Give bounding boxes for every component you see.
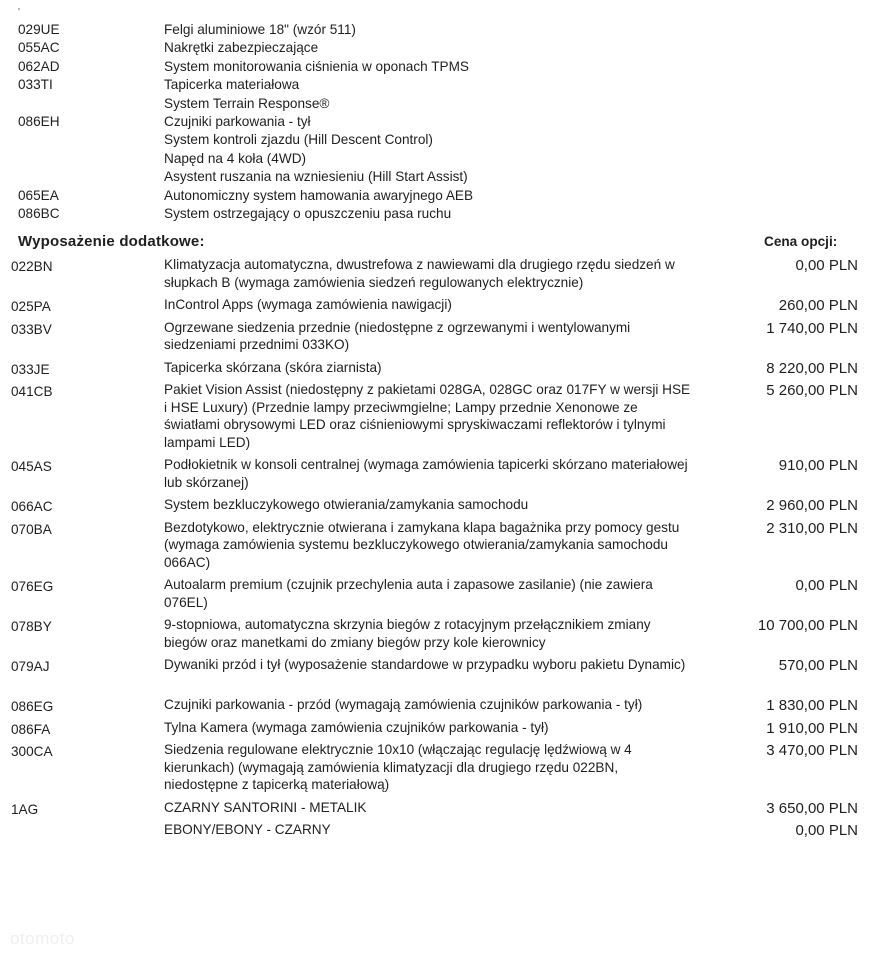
option-price: 0,00 PLN: [795, 822, 858, 839]
option-code: 022BN: [11, 259, 53, 274]
option-code: 033BV: [11, 321, 52, 337]
options-title: Wyposażenie dodatkowe:: [18, 233, 205, 250]
option-row: [0, 719, 890, 742]
option-code: 070BA: [11, 521, 52, 537]
standard-equipment-row: [0, 95, 890, 113]
equipment-name: Czujniki parkowania - tył: [164, 113, 311, 129]
option-description: 9-stopniowa, automatyczna skrzynia biegów z rotacyjnym przełącznikiem zmiany biegów oraz manetkami do zmiany biegów przy kole kierownicy: [164, 617, 651, 650]
option-price: 2 310,00 PLN: [766, 519, 858, 537]
option-price: 2 960,00 PLN: [766, 497, 858, 514]
option-price: 1 740,00 PLN: [766, 319, 858, 337]
option-row: [0, 319, 890, 359]
equipment-name: Felgi aluminiowe 18" (wzór 511): [164, 22, 356, 37]
option-description: System bezkluczykowego otwierania/zamykania samochodu: [164, 497, 529, 512]
option-row: [0, 741, 890, 799]
standard-equipment-row: [0, 168, 890, 186]
equipment-name: Asystent ruszania na wzniesieniu (Hill Start Assist): [164, 169, 468, 185]
equipment-name: Autonomiczny system hamowania awaryjnego AEB: [164, 187, 474, 203]
option-code: 076EG: [11, 579, 54, 594]
option-price: 260,00 PLN: [778, 297, 858, 314]
option-description: Ogrzewane siedzenia przednie (niedostępne z ogrzewanymi i wentylowanymi siedzeniami przednimi 033KO): [164, 319, 631, 352]
option-code: 079AJ: [11, 659, 50, 674]
option-description: Dywaniki przód i tył (wyposażenie standardowe w przypadku wyboru pakietu Dynamic): [164, 657, 686, 672]
equipment-name: System Terrain Response®: [164, 95, 330, 111]
option-code: 300CA: [11, 744, 53, 759]
standard-equipment-row: [0, 113, 890, 131]
option-description: CZARNY SANTORINI - METALIK: [164, 799, 367, 815]
option-row: [0, 616, 890, 656]
option-description: EBONY/EBONY - CZARNY: [164, 822, 331, 837]
option-code: 025PA: [11, 299, 51, 314]
option-description: Klimatyzacja automatyczna, dwustrefowa z nawiewami dla drugiego rzędu siedzeń w słupkach B (wymaga zamówienia siedzeń regulowanych elektrycznie): [164, 257, 675, 290]
option-price: 3 470,00 PLN: [766, 742, 858, 759]
option-row: [0, 519, 890, 577]
option-description: Tylna Kamera (wymaga zamówienia czujników parkowania - tył): [164, 719, 549, 735]
standard-equipment-list: [0, 21, 890, 223]
standard-equipment-row: [0, 187, 890, 205]
standard-equipment-row: [0, 205, 890, 223]
option-row: [0, 256, 890, 296]
equipment-code: 033TI: [18, 77, 53, 93]
option-row: [0, 359, 890, 382]
equipment-code: 062AD: [18, 58, 60, 74]
option-price: 0,00 PLN: [795, 577, 858, 594]
option-description: Podłokietnik w konsoli centralnej (wymaga zamówienia tapicerki skórzano materiałowej lub skórzanej): [164, 457, 688, 490]
option-code: 1AG: [11, 801, 39, 817]
option-description: Pakiet Vision Assist (niedostępny z pakietami 028GA, 028GC oraz 017FY w wersji HSE i HSE Luxury) (Przednie lampy przeciwmgielne; Lampy przednie Xenonowe ze światłami obrysowymi LED oraz ciśnieniowymi spryskiwaczami reflektorów i tylnymi lampami LED): [164, 382, 691, 450]
option-row: [0, 656, 890, 696]
option-price: 1 910,00 PLN: [766, 719, 858, 737]
equipment-code: 086BC: [18, 205, 60, 221]
option-code: 045AS: [11, 459, 52, 474]
equipment-name: System monitorowania ciśnienia w oponach TPMS: [164, 58, 469, 74]
option-price: 5 260,00 PLN: [766, 382, 858, 399]
equipment-name: Napęd na 4 koła (4WD): [164, 150, 307, 166]
option-description: Tapicerka skórzana (skóra ziarnista): [164, 359, 382, 375]
option-code: 066AC: [11, 499, 53, 514]
option-row: [0, 496, 890, 519]
option-price: 3 650,00 PLN: [766, 799, 858, 817]
option-description: InControl Apps (wymaga zamówienia nawigacji): [164, 297, 452, 312]
option-row: [0, 296, 890, 319]
option-price: 1 830,00 PLN: [766, 697, 858, 714]
watermark: otomoto: [10, 929, 75, 948]
options-price-header: Cena opcji:: [764, 234, 838, 249]
standard-equipment-row: [0, 39, 890, 57]
option-description: Autoalarm premium (czujnik przechylenia auta i zapasowe zasilanie) (nie zawiera 076EL): [164, 577, 653, 610]
option-row: [0, 381, 890, 456]
option-row: [0, 799, 890, 822]
equipment-code: 086EH: [18, 113, 60, 129]
option-price: 10 700,00 PLN: [757, 617, 858, 634]
option-row: [0, 821, 890, 844]
option-description: Bezdotykowo, elektrycznie otwierana i zamykana klapa bagażnika przy pomocy gestu (wymaga zamówienia systemu bezkluczykowego otwierania/zamykania samochodu 066AC): [164, 519, 680, 570]
option-code: 086EG: [11, 699, 54, 714]
option-price: 910,00 PLN: [778, 457, 858, 474]
standard-equipment-row: [0, 150, 890, 168]
option-code: 078BY: [11, 619, 52, 634]
standard-equipment-row: [0, 76, 890, 94]
options-table: [0, 256, 890, 844]
option-description: Czujniki parkowania - przód (wymagają zamówienia czujników parkowania - tył): [164, 697, 643, 712]
option-code: 041CB: [11, 384, 53, 399]
equipment-name: Tapicerka materiałowa: [164, 77, 300, 93]
option-price: 570,00 PLN: [778, 657, 858, 674]
equipment-name: System kontroli zjazdu (Hill Descent Control): [164, 132, 433, 148]
option-code: 086FA: [11, 721, 51, 737]
stray-mark: ': [18, 7, 20, 18]
equipment-code: 065EA: [18, 187, 59, 203]
options-header: [0, 232, 890, 252]
standard-equipment-row: [0, 21, 890, 39]
equipment-name: Nakrętki zabezpieczające: [164, 40, 319, 56]
option-description: Siedzenia regulowane elektrycznie 10x10 (włączając regulację lędźwiową w 4 kierunkach) (wymagają zamówienia klimatyzacji dla drugiego rzędu 022BN, niedostępne z tapicerką materiałową): [164, 742, 632, 792]
standard-equipment-row: [0, 58, 890, 76]
option-code: 033JE: [11, 361, 50, 377]
standard-equipment-row: [0, 131, 890, 149]
option-row: [0, 576, 890, 616]
option-row: [0, 696, 890, 719]
option-row: [0, 456, 890, 496]
equipment-code: 029UE: [18, 22, 60, 37]
option-price: 8 220,00 PLN: [766, 359, 858, 377]
equipment-name: System ostrzegający o opuszczeniu pasa ruchu: [164, 205, 452, 221]
equipment-code: 055AC: [18, 40, 60, 56]
option-price: 0,00 PLN: [795, 257, 858, 274]
